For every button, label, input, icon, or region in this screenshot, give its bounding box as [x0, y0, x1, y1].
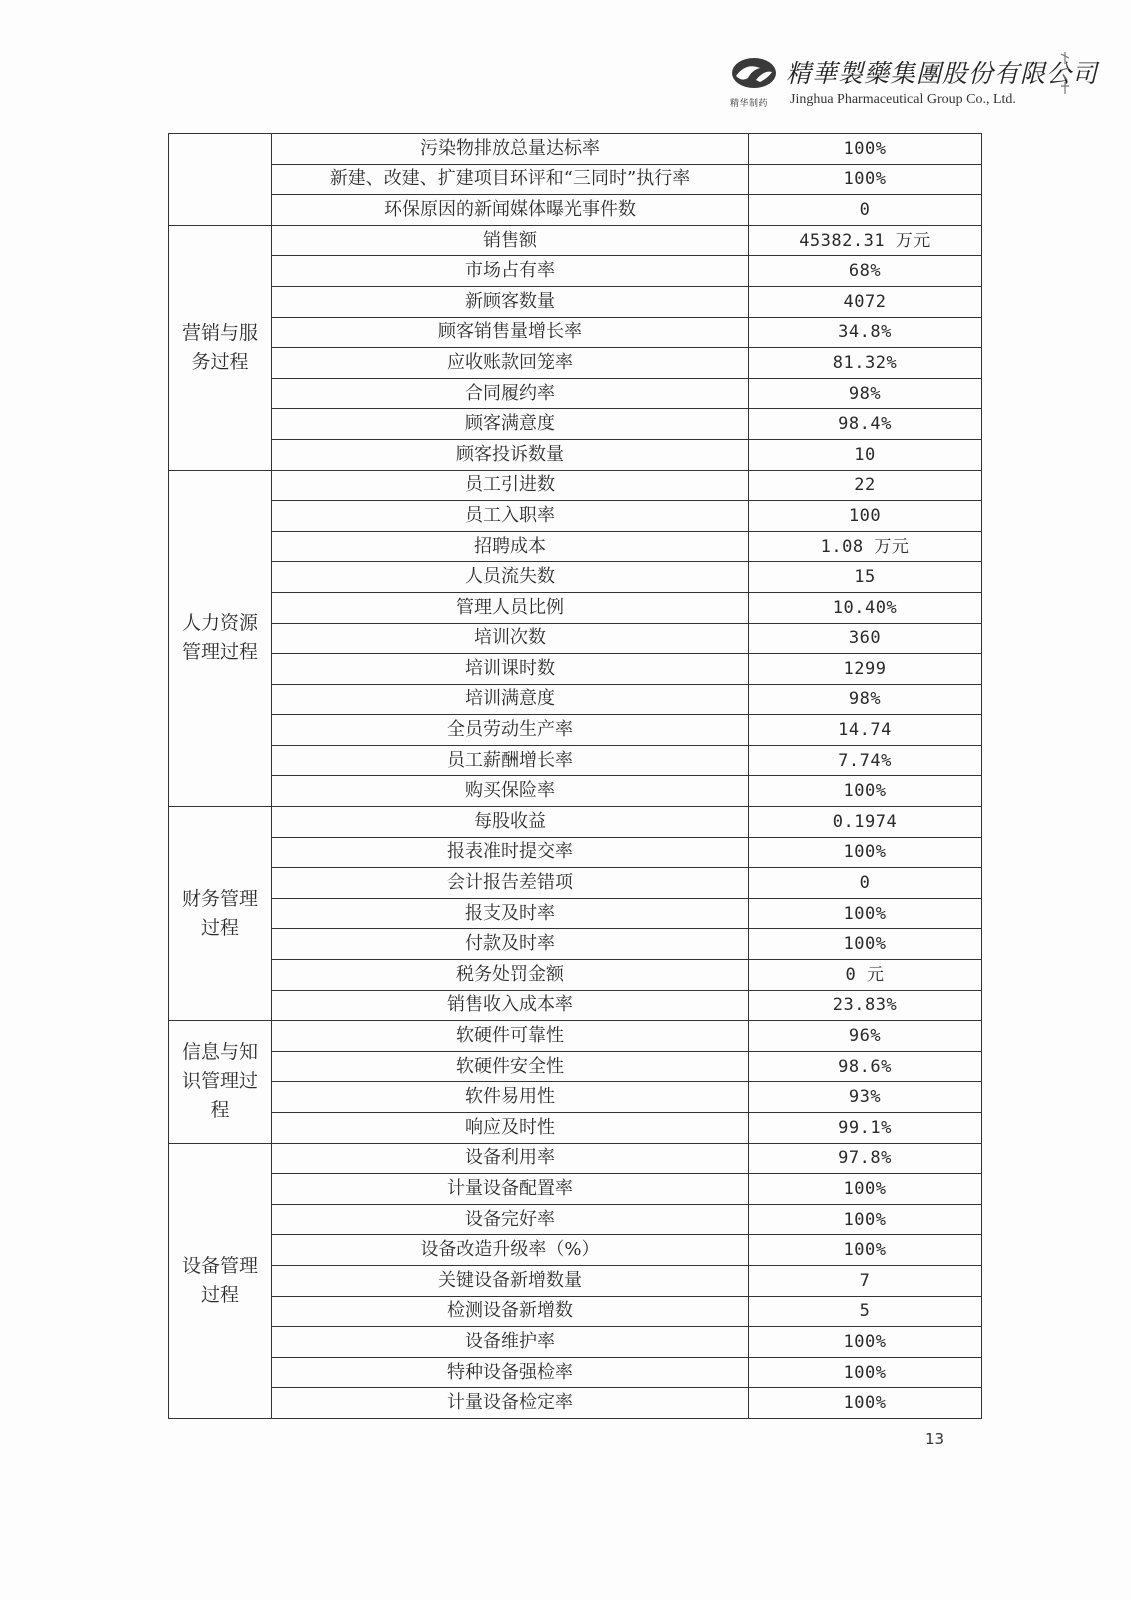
- indicator-cell: 招聘成本: [272, 531, 749, 562]
- table-row: [169, 1204, 982, 1235]
- table-row: [169, 378, 982, 409]
- page-number: 13: [925, 1430, 945, 1448]
- process-category-cell: [169, 807, 272, 1021]
- kpi-table-body: [169, 134, 982, 1419]
- table-row: [169, 348, 982, 379]
- indicator-cell: 会计报告差错项: [272, 868, 749, 899]
- indicator-cell: 检测设备新增数: [272, 1296, 749, 1327]
- process-category-cell: [169, 470, 272, 807]
- value-cell: 4072: [749, 286, 982, 317]
- table-row: [169, 654, 982, 685]
- table-row: [169, 225, 982, 256]
- table-row: [169, 501, 982, 532]
- company-logo-icon: [730, 56, 778, 90]
- value-cell: 100%: [749, 134, 982, 165]
- value-cell: 100%: [749, 837, 982, 868]
- value-cell: 1.08 万元: [749, 531, 982, 562]
- process-category-label: 人力资源 管理过程: [181, 612, 258, 664]
- indicator-cell: 顾客投诉数量: [272, 439, 749, 470]
- table-row: [169, 1265, 982, 1296]
- table-row: [169, 868, 982, 899]
- value-cell: 0: [749, 868, 982, 899]
- indicator-cell: 顾客满意度: [272, 409, 749, 440]
- value-cell: 1299: [749, 654, 982, 685]
- value-cell: 7: [749, 1265, 982, 1296]
- value-cell: 98%: [749, 378, 982, 409]
- value-cell: 5: [749, 1296, 982, 1327]
- value-cell: 15: [749, 562, 982, 593]
- table-row: [169, 1051, 982, 1082]
- table-row: [169, 960, 982, 991]
- indicator-cell: 计量设备检定率: [272, 1388, 749, 1419]
- value-cell: 100%: [749, 1357, 982, 1388]
- indicator-cell: 污染物排放总量达标率: [272, 134, 749, 165]
- value-cell: 96%: [749, 1021, 982, 1052]
- indicator-cell: 每股收益: [272, 807, 749, 838]
- value-cell: 14.74: [749, 715, 982, 746]
- value-cell: 100%: [749, 1204, 982, 1235]
- value-cell: 0: [749, 195, 982, 226]
- value-cell: 98.4%: [749, 409, 982, 440]
- value-cell: 97.8%: [749, 1143, 982, 1174]
- table-row: [169, 409, 982, 440]
- indicator-cell: 合同履约率: [272, 378, 749, 409]
- value-cell: 0.1974: [749, 807, 982, 838]
- logo-caption: 精华制药: [730, 99, 769, 109]
- indicator-cell: 报表准时提交率: [272, 837, 749, 868]
- indicator-cell: 员工入职率: [272, 501, 749, 532]
- indicator-cell: 培训满意度: [272, 684, 749, 715]
- table-row: [169, 134, 982, 165]
- value-cell: 100: [749, 501, 982, 532]
- indicator-cell: 管理人员比例: [272, 592, 749, 623]
- indicator-cell: 环保原因的新闻媒体曝光事件数: [272, 195, 749, 226]
- table-row: [169, 1143, 982, 1174]
- value-cell: 23.83%: [749, 990, 982, 1021]
- process-category-label: 营销与服 务过程: [181, 321, 258, 373]
- indicator-cell: 销售额: [272, 225, 749, 256]
- value-cell: 7.74%: [749, 745, 982, 776]
- indicator-cell: 员工引进数: [272, 470, 749, 501]
- indicator-cell: 培训次数: [272, 623, 749, 654]
- indicator-cell: 购买保险率: [272, 776, 749, 807]
- table-row: [169, 898, 982, 929]
- table-row: [169, 256, 982, 287]
- table-row: [169, 1388, 982, 1419]
- table-row: [169, 807, 982, 838]
- indicator-cell: 全员劳动生产率: [272, 715, 749, 746]
- table-row: [169, 439, 982, 470]
- indicator-cell: 设备改造升级率（%）: [272, 1235, 749, 1266]
- table-row: [169, 286, 982, 317]
- value-cell: 22: [749, 470, 982, 501]
- indicator-cell: 人员流失数: [272, 562, 749, 593]
- table-row: [169, 745, 982, 776]
- process-category-cell: [169, 1143, 272, 1418]
- indicator-cell: 应收账款回笼率: [272, 348, 749, 379]
- indicator-cell: 软硬件安全性: [272, 1051, 749, 1082]
- value-cell: 100%: [749, 164, 982, 195]
- company-name-chinese: 精華製藥集團股份有限公司: [786, 59, 1099, 88]
- value-cell: 10.40%: [749, 592, 982, 623]
- table-row: [169, 1235, 982, 1266]
- value-cell: 100%: [749, 1327, 982, 1358]
- value-cell: 100%: [749, 1174, 982, 1205]
- indicator-cell: 市场占有率: [272, 256, 749, 287]
- table-row: [169, 1296, 982, 1327]
- company-name-english: Jinghua Pharmaceutical Group Co., Ltd.: [790, 92, 1016, 107]
- indicator-cell: 新顾客数量: [272, 286, 749, 317]
- value-cell: 99.1%: [749, 1113, 982, 1144]
- table-row: [169, 195, 982, 226]
- table-row: [169, 562, 982, 593]
- value-cell: 45382.31 万元: [749, 225, 982, 256]
- indicator-cell: 设备完好率: [272, 1204, 749, 1235]
- process-category-cell: [169, 225, 272, 470]
- indicator-cell: 设备维护率: [272, 1327, 749, 1358]
- indicator-cell: 特种设备强检率: [272, 1357, 749, 1388]
- value-cell: 93%: [749, 1082, 982, 1113]
- indicator-cell: 员工薪酬增长率: [272, 745, 749, 776]
- value-cell: 100%: [749, 1235, 982, 1266]
- value-cell: 34.8%: [749, 317, 982, 348]
- value-cell: 98.6%: [749, 1051, 982, 1082]
- indicator-cell: 软件易用性: [272, 1082, 749, 1113]
- indicator-cell: 付款及时率: [272, 929, 749, 960]
- table-row: [169, 623, 982, 654]
- process-category-label: 财务管理 过程: [181, 887, 258, 939]
- indicator-cell: 顾客销售量增长率: [272, 317, 749, 348]
- table-row: [169, 715, 982, 746]
- table-row: [169, 164, 982, 195]
- table-row: [169, 990, 982, 1021]
- indicator-cell: 响应及时性: [272, 1113, 749, 1144]
- indicator-cell: 关键设备新增数量: [272, 1265, 749, 1296]
- table-row: [169, 1113, 982, 1144]
- seal-mark-icon: [1058, 50, 1072, 100]
- indicator-cell: 培训课时数: [272, 654, 749, 685]
- table-row: [169, 684, 982, 715]
- table-row: [169, 1082, 982, 1113]
- table-row: [169, 1174, 982, 1205]
- value-cell: 100%: [749, 898, 982, 929]
- table-row: [169, 1021, 982, 1052]
- table-row: [169, 929, 982, 960]
- company-header: [730, 44, 1100, 114]
- value-cell: 100%: [749, 1388, 982, 1419]
- indicator-cell: 软硬件可靠性: [272, 1021, 749, 1052]
- indicator-cell: 新建、改建、扩建项目环评和“三同时”执行率: [272, 164, 749, 195]
- kpi-table: [168, 133, 982, 1419]
- value-cell: 100%: [749, 776, 982, 807]
- value-cell: 10: [749, 439, 982, 470]
- indicator-cell: 计量设备配置率: [272, 1174, 749, 1205]
- process-category-cell: [169, 134, 272, 226]
- table-row: [169, 470, 982, 501]
- table-row: [169, 592, 982, 623]
- indicator-cell: 报支及时率: [272, 898, 749, 929]
- table-row: [169, 1327, 982, 1358]
- value-cell: 360: [749, 623, 982, 654]
- process-category-cell: [169, 1021, 272, 1143]
- indicator-cell: 税务处罚金额: [272, 960, 749, 991]
- table-row: [169, 531, 982, 562]
- process-category-label: 信息与知 识管理过 程: [181, 1041, 258, 1122]
- value-cell: 98%: [749, 684, 982, 715]
- table-row: [169, 776, 982, 807]
- value-cell: 68%: [749, 256, 982, 287]
- indicator-cell: 销售收入成本率: [272, 990, 749, 1021]
- table-row: [169, 317, 982, 348]
- value-cell: 81.32%: [749, 348, 982, 379]
- value-cell: 0 元: [749, 960, 982, 991]
- indicator-cell: 设备利用率: [272, 1143, 749, 1174]
- table-row: [169, 837, 982, 868]
- process-category-label: 设备管理 过程: [181, 1254, 258, 1306]
- table-row: [169, 1357, 982, 1388]
- value-cell: 100%: [749, 929, 982, 960]
